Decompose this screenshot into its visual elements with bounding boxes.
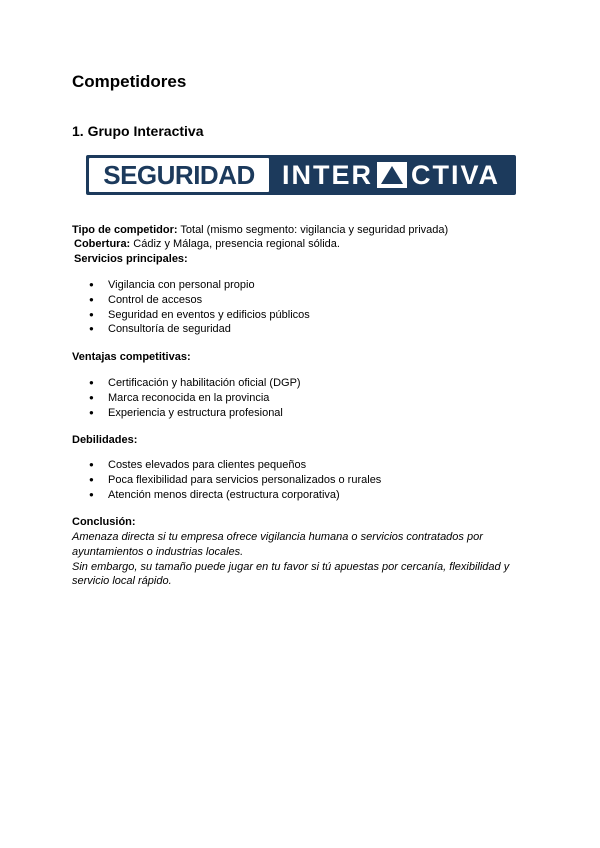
seguridad-interactiva-logo: [86, 155, 516, 195]
list-item: ● Marca reconocida en la provincia: [72, 391, 301, 406]
weaknesses-list: [72, 458, 381, 502]
competitor-heading: 1. Grupo Interactiva: [72, 123, 204, 139]
logo-right-text-a: INTER: [282, 159, 373, 190]
conclusion-label: Conclusión:: [72, 516, 136, 528]
advantages-label: Ventajas competitivas:: [72, 351, 191, 363]
list-item: ● Seguridad en eventos y edificios públicos: [72, 308, 310, 323]
conclusion-paragraph-1: Amenaza directa si tu empresa ofrece vigilancia humana o servicios contratados por ayuntamientos o industrias locales.: [72, 531, 483, 558]
competitor-type-line: [72, 223, 448, 238]
services-label: Servicios principales:: [74, 253, 188, 265]
list-item: ● Poca flexibilidad para servicios personalizados o rurales: [72, 473, 381, 488]
coverage-value: Cádiz y Málaga, presencia regional sólida.: [133, 238, 340, 250]
competitor-type-value: Total (mismo segmento: vigilancia y seguridad privada): [180, 224, 449, 236]
logo-right-text-b: CTIVA: [411, 159, 500, 190]
logo-triangle-icon: [377, 162, 407, 188]
conclusion-paragraph-2: Sin embargo, su tamaño puede jugar en tu favor si tú apuestas por cercanía, flexibilidad y servicio local rápido.: [72, 560, 510, 588]
page-title: Competidores: [72, 72, 187, 91]
list-item: ● Certificación y habilitación oficial (DGP): [72, 376, 301, 391]
competitor-type-label: Tipo de competidor:: [72, 224, 178, 236]
list-item: ● Costes elevados para clientes pequeños: [72, 458, 381, 473]
list-item: ● Control de accesos: [72, 293, 310, 308]
list-item: ● Atención menos directa (estructura corporativa): [72, 488, 381, 503]
logo-right: [269, 158, 513, 192]
coverage-line: [74, 237, 340, 252]
weaknesses-label: Debilidades:: [72, 434, 138, 446]
list-item: ● Vigilancia con personal propio: [72, 278, 310, 293]
services-list: [72, 278, 310, 337]
conclusion-text: [72, 530, 522, 589]
coverage-label: Cobertura:: [74, 238, 131, 250]
list-item: ● Consultoría de seguridad: [72, 322, 310, 337]
list-item: ● Experiencia y estructura profesional: [72, 406, 301, 421]
logo-left-text: SEGURIDAD: [89, 158, 269, 192]
advantages-list: [72, 376, 301, 420]
